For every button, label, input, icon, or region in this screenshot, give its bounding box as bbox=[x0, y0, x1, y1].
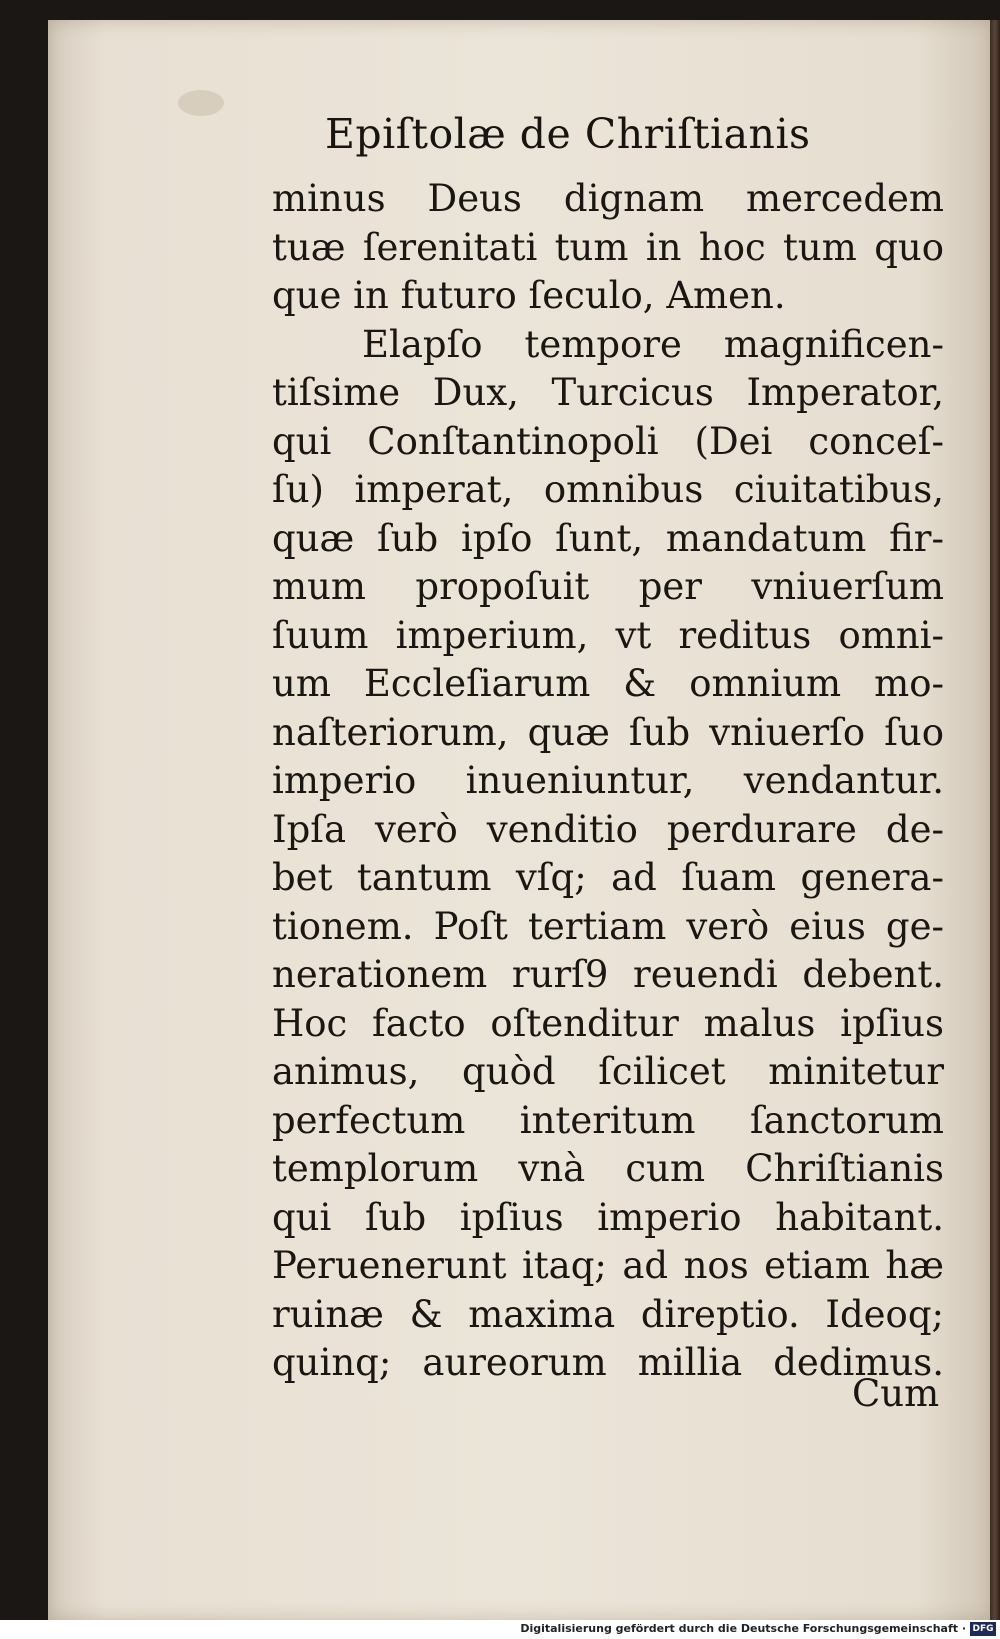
text-line: que in futuro ſeculo, Amen. bbox=[272, 274, 786, 317]
page-stain bbox=[178, 90, 224, 116]
digitization-credit: Digitalisierung gefördert durch die Deutsche Forschungsgemeinschaft · bbox=[520, 1622, 966, 1635]
body-text bbox=[272, 175, 944, 1388]
text-line: Ipſa verò venditio perdurare de- bbox=[272, 807, 944, 851]
text-line: um Eccleſiarum & omnium mo- bbox=[272, 662, 944, 705]
paragraph-start-line: Elapſo tempore magnificen- bbox=[362, 322, 944, 366]
text-line: quæ ſub ipſo ſunt, mandatum fir- bbox=[272, 516, 944, 560]
text-line: templorum vnà cum Chriſtianis bbox=[272, 1147, 944, 1190]
text-line: Hoc facto oſtenditur malus ipſius bbox=[272, 1001, 944, 1045]
dfg-logo: DFG bbox=[970, 1622, 996, 1636]
text-line: ſuum imperium, vt reditus omni- bbox=[272, 613, 944, 657]
text-line: tuæ ſerenitati tum in hoc tum quo bbox=[272, 225, 944, 269]
page-edge bbox=[990, 20, 1000, 1620]
text-line: nerationem rurſ9 reuendi debent. bbox=[272, 953, 944, 996]
text-line: ruinæ & maxima direptio. Ideoq; bbox=[272, 1292, 944, 1336]
text-line: minus Deus dignam mercedem bbox=[272, 177, 944, 220]
running-head: Epiſtolæ de Chriſtianis bbox=[325, 110, 811, 158]
text-line: perfectum interitum ſanctorum bbox=[272, 1098, 944, 1142]
text-line: Peruenerunt itaq; ad nos etiam hæ bbox=[272, 1244, 944, 1287]
text-line: mum propoſuit per vniuerſum bbox=[272, 565, 944, 608]
text-line: tiſsime Dux, Turcicus Imperator, bbox=[272, 371, 944, 414]
text-line: ſu) imperat, omnibus ciuitatibus, bbox=[272, 468, 944, 511]
text-line: animus, quòd ſcilicet minitetur bbox=[272, 1050, 944, 1093]
text-line: bet tantum vſq; ad ſuam genera- bbox=[272, 856, 944, 899]
text-line: quinq; aureorum millia dedimus. bbox=[272, 1341, 944, 1384]
text-line: imperio inueniuntur, vendantur. bbox=[272, 759, 944, 802]
text-line: naſteriorum, quæ ſub vniuerſo ſuo bbox=[272, 710, 944, 754]
text-line: qui ſub ipſius imperio habitant. bbox=[272, 1195, 944, 1239]
text-line: qui Conſtantinopoli (Dei conceſ- bbox=[272, 419, 944, 463]
text-line: tionem. Poſt tertiam verò eius ge- bbox=[272, 904, 944, 948]
catchword: Cum bbox=[852, 1372, 940, 1415]
